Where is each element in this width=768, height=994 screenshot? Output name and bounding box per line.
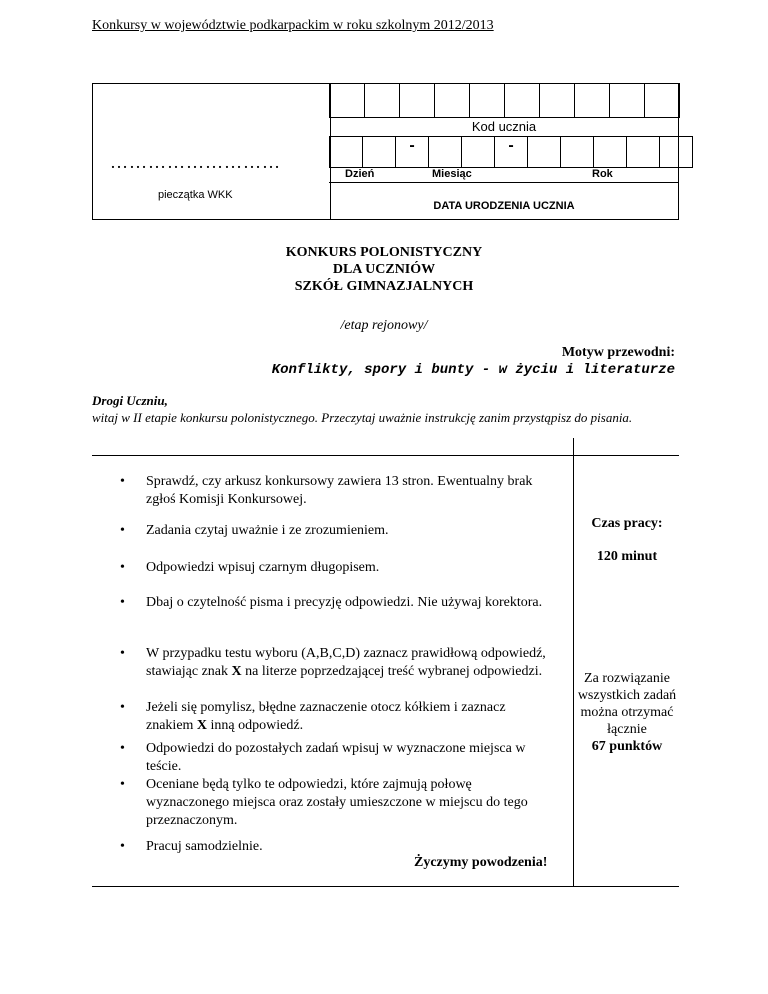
date-cell[interactable]: [462, 137, 495, 168]
instruction-6: Jeżeli się pomylisz, błędne zaznaczenie otocz kółkiem i zaznacz znakiem X inną odpowiedź.: [146, 700, 506, 733]
instructions-top-rule: [92, 455, 679, 456]
date-separator: -: [495, 137, 528, 168]
code-cell[interactable]: [645, 84, 680, 118]
bullet-icon: •: [120, 741, 125, 756]
instruction-1: Sprawdź, czy arkusz konkursowy zawiera 13 stron. Ewentualny brak zgłoś Komisji Konkursowej.: [146, 474, 533, 507]
instruction-9: Pracuj samodzielnie.: [146, 839, 263, 854]
year-label: Rok: [592, 168, 613, 180]
date-cell[interactable]: [528, 137, 561, 168]
bullet-icon: •: [120, 560, 125, 575]
instruction-3: Odpowiedzi wpisuj czarnym długopisem.: [146, 560, 380, 575]
good-luck-text: Życzymy powodzenia!: [414, 855, 548, 870]
date-cell[interactable]: [627, 137, 660, 168]
instruction-4: Dbaj o czytelność pisma i precyzję odpowiedzi. Nie używaj korektora.: [146, 595, 543, 610]
student-code-grid: [329, 83, 680, 118]
code-cell[interactable]: [505, 84, 540, 118]
stamp-label: pieczątka WKK: [158, 189, 233, 201]
instruction-5: W przypadku testu wyboru (A,B,C,D) zaznacz prawidłową odpowiedź, stawiając znak X na literze poprzedzającej treść wybranej odpowiedzi.: [146, 646, 546, 679]
date-separator: -: [396, 137, 429, 168]
bullet-icon: •: [120, 523, 125, 538]
bullet-icon: •: [120, 595, 125, 610]
contest-title-line2: DLA UCZNIÓW: [332, 262, 436, 277]
stamp-dots: ………………………: [110, 152, 281, 172]
date-cell[interactable]: [363, 137, 396, 168]
bullet-icon: •: [120, 700, 125, 715]
code-cell[interactable]: [470, 84, 505, 118]
date-cell[interactable]: [594, 137, 627, 168]
page-header: Konkursy w województwie podkarpackim w roku szkolnym 2012/2013: [92, 18, 494, 33]
motif-label: Motyw przewodni:: [561, 345, 675, 360]
date-cell[interactable]: [330, 137, 363, 168]
code-cell[interactable]: [365, 84, 400, 118]
instruction-8: Oceniane będą tylko te odpowiedzi, które zajmują połowę wyznaczonego miejsca oraz zostały umieszczone w miejscu do tego przeznaczonym.: [146, 777, 528, 828]
code-cell[interactable]: [330, 84, 365, 118]
contest-title-line3: SZKÓŁ GIMNAZJALNYCH: [294, 279, 474, 294]
instructions-column-divider: [573, 438, 574, 886]
contest-stage: /etap rejonowy/: [340, 318, 428, 333]
instruction-7: Odpowiedzi do pozostałych zadań wpisuj w wyznaczone miejsca w teście.: [146, 741, 526, 774]
date-cell[interactable]: [660, 137, 693, 168]
month-label: Miesiąc: [432, 168, 472, 180]
time-value: 120 minut: [596, 549, 658, 564]
instruction-2: Zadania czytaj uważnie i ze zrozumieniem.: [146, 523, 389, 538]
day-label: Dzień: [345, 168, 375, 180]
points-text: Za rozwiązanie wszystkich zadań można otrzymać łącznie: [577, 671, 677, 737]
code-cell[interactable]: [540, 84, 575, 118]
bullet-icon: •: [120, 839, 125, 854]
contest-title-line1: KONKURS POLONISTYCZNY: [285, 245, 483, 260]
code-cell[interactable]: [575, 84, 610, 118]
date-cell[interactable]: [429, 137, 462, 168]
code-cell[interactable]: [400, 84, 435, 118]
greeting-salutation: Drogi Uczniu,: [92, 393, 168, 408]
points-value: 67 punktów: [591, 739, 663, 754]
bullet-icon: •: [120, 646, 125, 661]
date-divider: [329, 182, 679, 183]
birth-date-title: DATA URODZENIA UCZNIA: [433, 200, 575, 212]
instructions-bottom-rule: [92, 886, 679, 887]
code-cell[interactable]: [435, 84, 470, 118]
date-cell[interactable]: [561, 137, 594, 168]
bullet-icon: •: [120, 474, 125, 489]
birth-date-grid: [329, 136, 693, 168]
code-cell[interactable]: [610, 84, 645, 118]
bullet-icon: •: [120, 777, 125, 792]
greeting-intro: witaj w II etapie konkursu polonistycznego. Przeczytaj uważnie instrukcję zanim przystąpisz do pisania.: [92, 410, 633, 425]
time-label: Czas pracy:: [591, 516, 663, 531]
motif-text: Konflikty, spory i bunty - w życiu i literaturze: [271, 362, 675, 378]
student-code-label: Kod ucznia: [471, 119, 537, 134]
